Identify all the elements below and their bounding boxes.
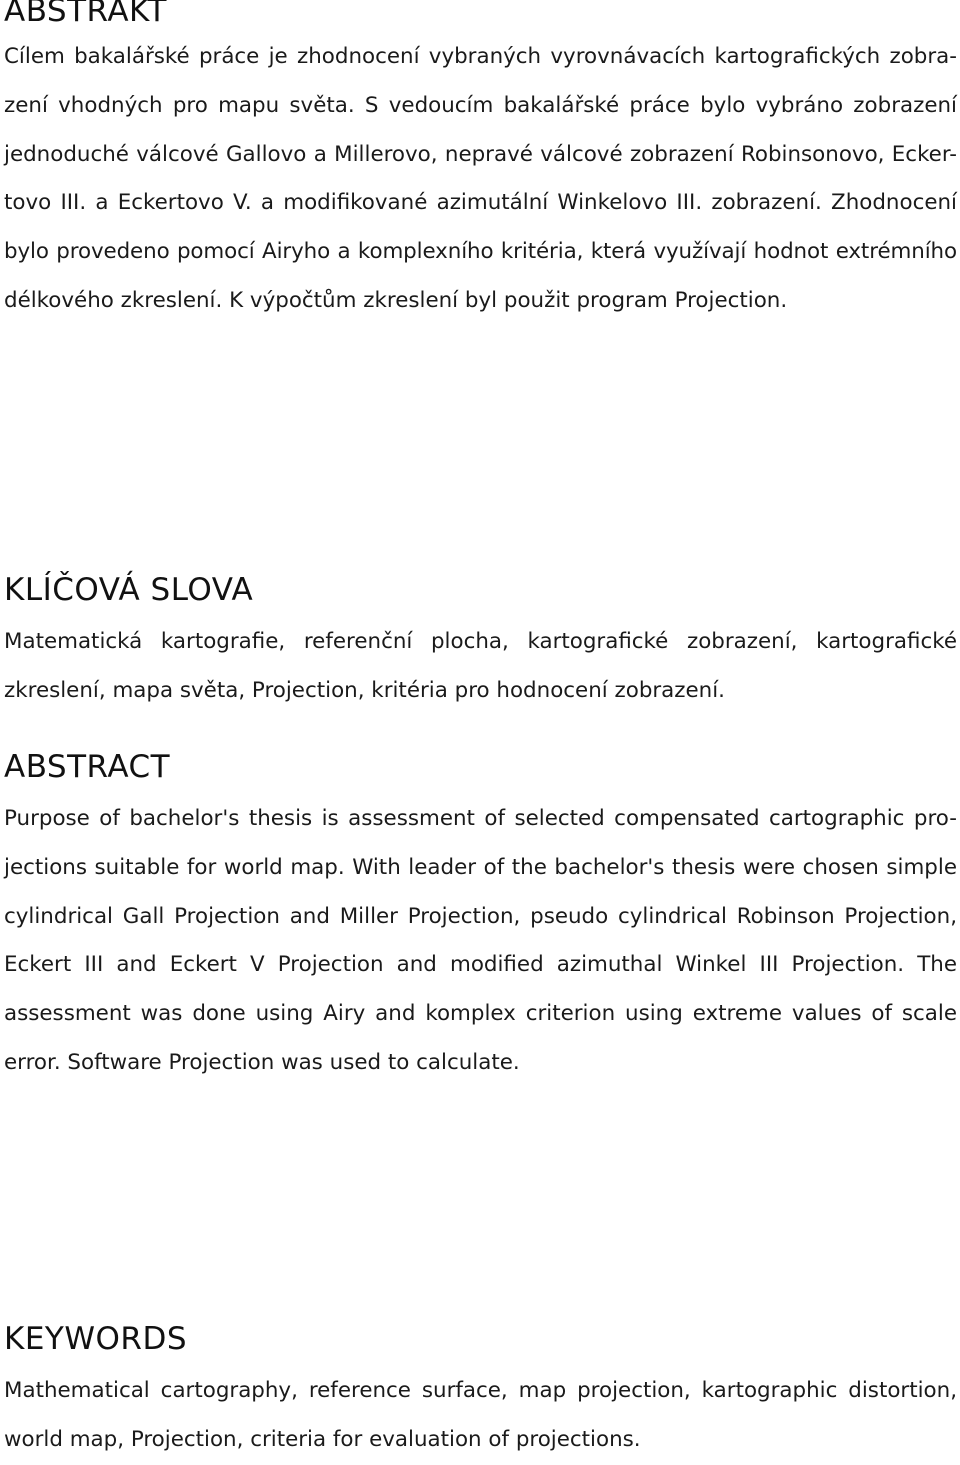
keywords-section (4, 1321, 957, 1465)
klicova-slova-line: zkreslení, mapa světa, Projection, kritéria pro hodnocení zobrazení. (4, 677, 725, 703)
klicova-slova-heading: KLÍČOVÁ SLOVA (4, 572, 254, 608)
abstrakt-line: tovo III. a Eckertovo V. a modifikované azimutální Winkelovo III. zobrazení. Zhodnocení (4, 190, 957, 216)
abstrakt-section (4, 0, 957, 326)
abstrakt-line: Cílem bakalářské práce je zhodnocení vybraných vyrovnávacích kartografických zobra- (4, 44, 957, 69)
abstrakt-line: zení vhodných pro mapu světa. S vedoucím bakalářské práce bylo vybráno zobrazení (4, 92, 957, 118)
abstract-heading: ABSTRACT (4, 749, 171, 785)
keywords-line: Mathematical cartography, reference surface, map projection, kartographic distortion, (4, 1378, 957, 1403)
abstrakt-heading: ABSTRAKT (4, 0, 167, 29)
abstract-paragraph (4, 795, 957, 1088)
abstract-line: error. Software Projection was used to calculate. (4, 1049, 520, 1075)
abstract-line: Purpose of bachelor's thesis is assessment of selected compensated cartographic pro- (4, 806, 957, 831)
abstrakt-line: délkového zkreslení. K výpočtům zkreslení byl použit program Projection. (4, 287, 788, 313)
keywords-heading: KEYWORDS (4, 1321, 187, 1357)
klicova-slova-paragraph (4, 618, 957, 716)
abstrakt-line: jednoduché válcové Gallovo a Millerovo, nepravé válcové zobrazení Robinsonovo, Ecker- (4, 141, 957, 167)
document-page (4, 0, 957, 1455)
abstract-line: cylindrical Gall Projection and Miller Projection, pseudo cylindrical Robinson Projection, (4, 903, 957, 929)
keywords-line: world map, Projection, criteria for evaluation of projections. (4, 1426, 641, 1452)
abstract-line: Eckert III and Eckert V Projection and modified azimuthal Winkel III Projection. The (4, 952, 957, 978)
abstrakt-line: bylo provedeno pomocí Airyho a komplexního kritéria, která využívají hodnot extrémního (4, 239, 957, 265)
abstract-section (4, 749, 957, 1088)
abstrakt-paragraph (4, 33, 957, 326)
klicova-slova-line: Matematická kartografie, referenční plocha, kartografické zobrazení, kartografické (4, 629, 957, 654)
keywords-paragraph (4, 1367, 957, 1465)
klicova-slova-section (4, 572, 957, 716)
abstract-line: jections suitable for world map. With leader of the bachelor's thesis were chosen simple (4, 854, 957, 880)
abstract-line: assessment was done using Airy and komplex criterion using extreme values of scale (4, 1001, 957, 1027)
